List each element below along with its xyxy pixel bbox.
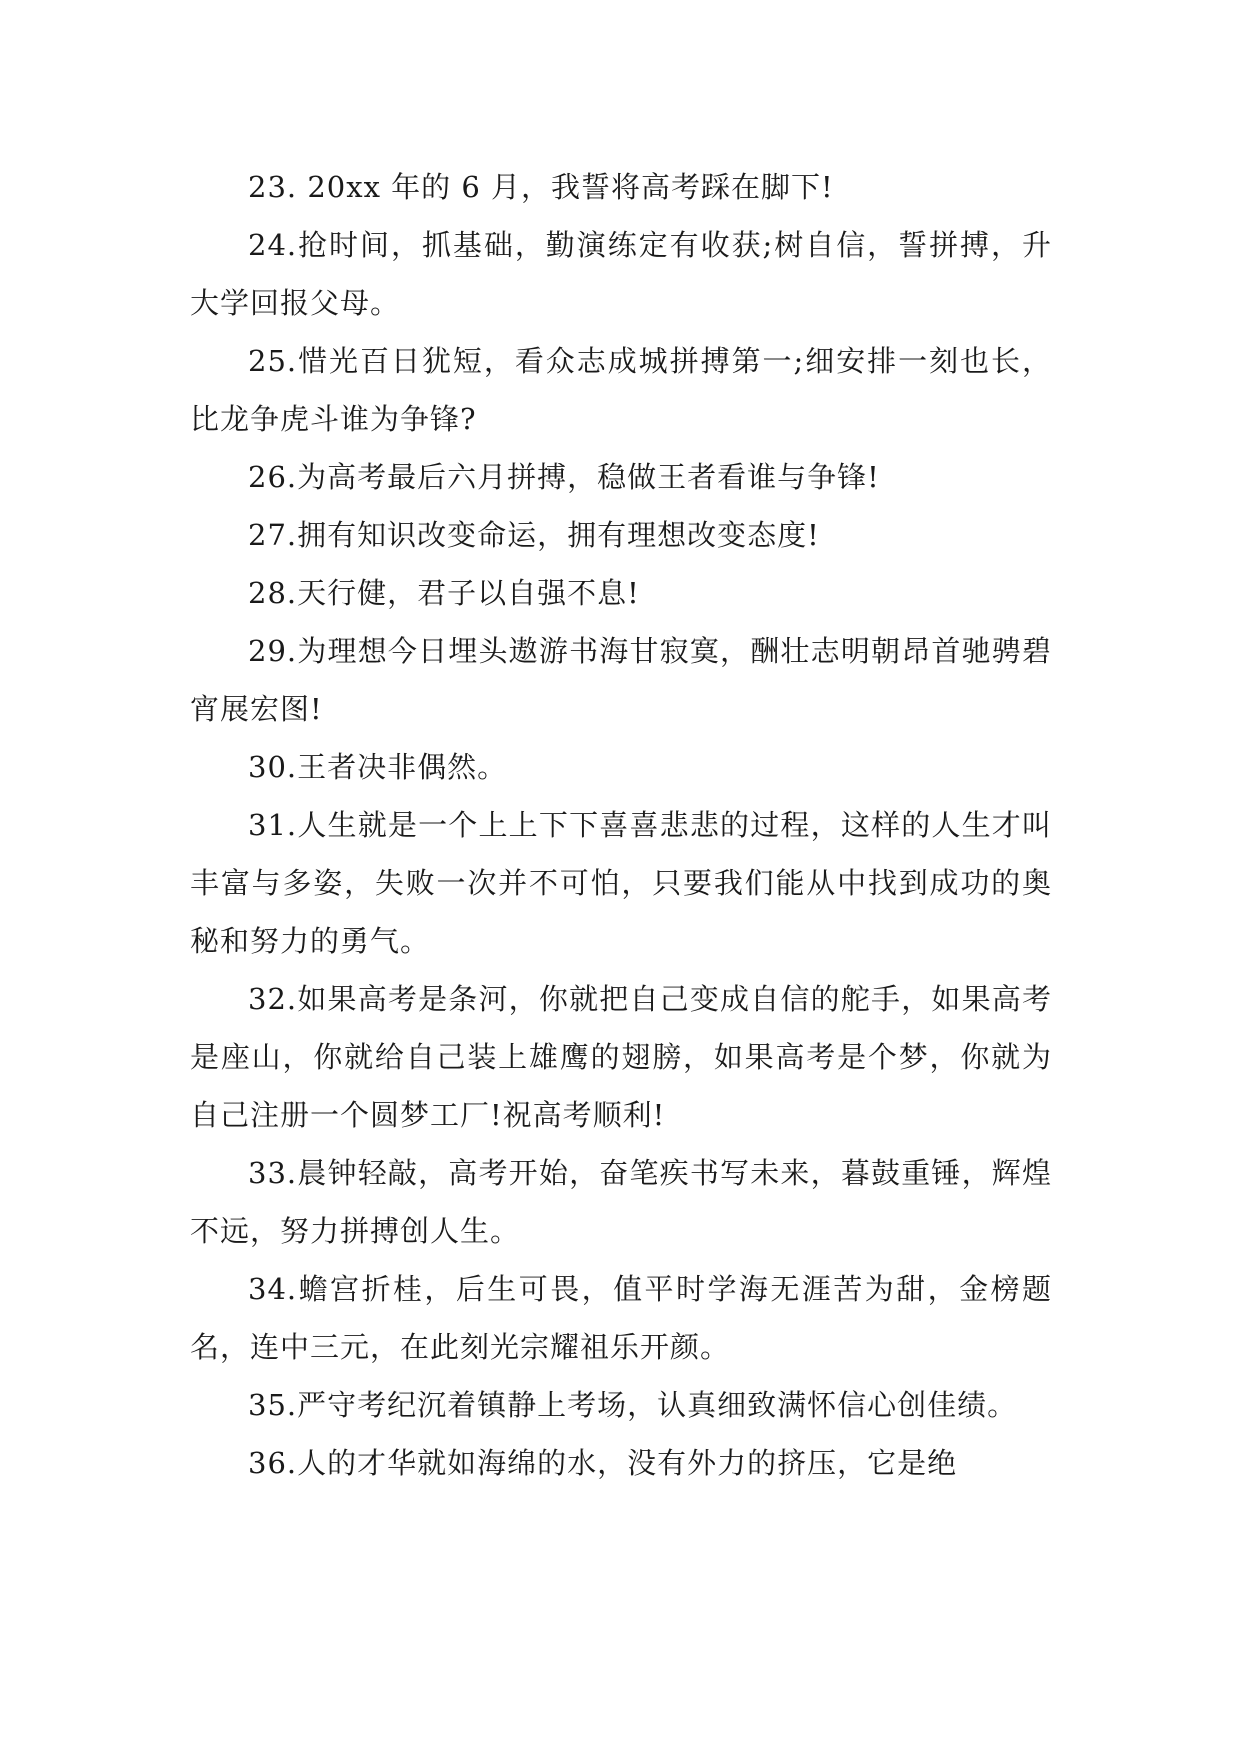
paragraph-23: 23. 20xx 年的 6 月，我誓将高考踩在脚下! bbox=[248, 170, 834, 204]
paragraph-25: 25.惜光百日犹短，看众志成城拼搏第一;细安排一刻也长，比龙争虎斗谁为争锋? bbox=[190, 344, 1052, 436]
paragraph-26: 26.为高考最后六月拼搏，稳做王者看谁与争锋! bbox=[248, 460, 880, 494]
paragraph-34: 34.蟾宫折桂，后生可畏，值平时学海无涯苦为甜，金榜题名，连中三元，在此刻光宗耀祖乐开颜。 bbox=[190, 1272, 1052, 1364]
paragraph-36: 36.人的才华就如海绵的水，没有外力的挤压，它是绝 bbox=[248, 1446, 958, 1480]
paragraph-24: 24.抢时间，抓基础，勤演练定有收获;树自信，誓拼搏，升大学回报父母。 bbox=[190, 228, 1052, 320]
document-body bbox=[190, 158, 1052, 1492]
paragraph-29: 29.为理想今日埋头遨游书海甘寂寞，酬壮志明朝昂首驰骋碧宵展宏图! bbox=[190, 634, 1052, 726]
paragraph-27: 27.拥有知识改变命运，拥有理想改变态度! bbox=[248, 518, 820, 552]
paragraph-31: 31.人生就是一个上上下下喜喜悲悲的过程，这样的人生才叫丰富与多姿，失败一次并不可怕，只要我们能从中找到成功的奥秘和努力的勇气。 bbox=[190, 808, 1052, 958]
paragraph-30: 30.王者决非偶然。 bbox=[248, 750, 508, 784]
paragraph-32: 32.如果高考是条河，你就把自己变成自信的舵手，如果高考是座山，你就给自己装上雄鹰的翅膀，如果高考是个梦，你就为自己注册一个圆梦工厂!祝高考顺利! bbox=[190, 982, 1052, 1132]
paragraph-35: 35.严守考纪沉着镇静上考场，认真细致满怀信心创佳绩。 bbox=[248, 1388, 1018, 1422]
paragraph-28: 28.天行健，君子以自强不息! bbox=[248, 576, 640, 610]
paragraph-33: 33.晨钟轻敲，高考开始，奋笔疾书写未来，暮鼓重锤，辉煌不远，努力拼搏创人生。 bbox=[190, 1156, 1052, 1248]
